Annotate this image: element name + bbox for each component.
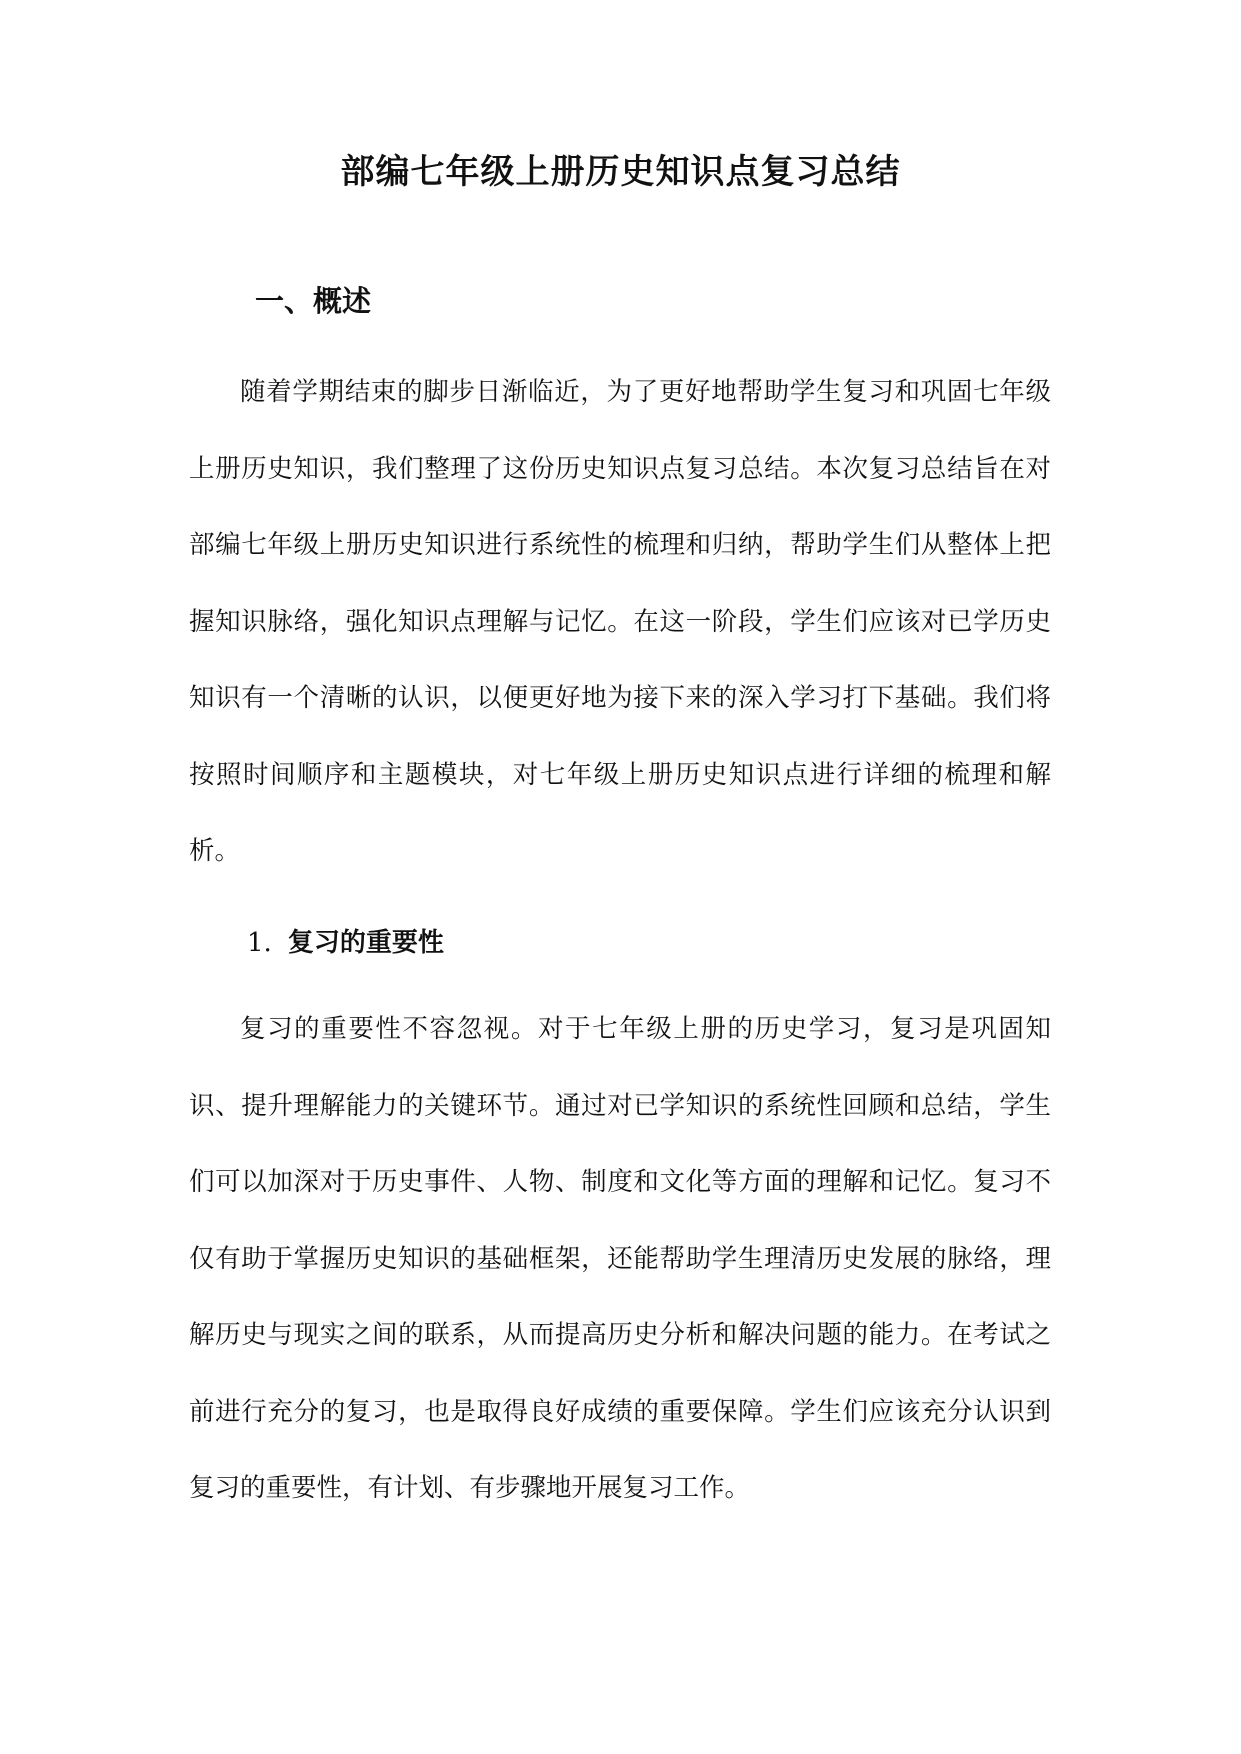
document-title: 部编七年级上册历史知识点复习总结 xyxy=(340,152,901,192)
subsection-number: 1. xyxy=(247,928,272,958)
overview-paragraph: 随着学期结束的脚步日渐临近，为了更好地帮助学生复习和巩固七年级上册历史知识，我们整理了这份历史知识点复习总结。本次复习总结旨在对部编七年级上册历史知识进行系统性的梳理和归纳，帮助学生们从整体上把握知识脉络，强化知识点理解与记忆。在这一阶段，学生们应该对已学历史知识有一个清晰的认识，以便更好地为接下来的深入学习打下基础。我们将按照时间顺序和主题模块，对七年级上册历史知识点进行详细的梳理和解析。 xyxy=(189,377,1051,866)
subsection-heading-importance xyxy=(247,924,444,962)
subsection-heading-text: 复习的重要性 xyxy=(287,928,444,958)
section-heading-overview: 一、概述 xyxy=(255,284,372,318)
importance-paragraph: 复习的重要性不容忽视。对于七年级上册的历史学习，复习是巩固知识、提升理解能力的关键环节。通过对已学知识的系统性回顾和总结，学生们可以加深对于历史事件、人物、制度和文化等方面的理解和记忆。复习不仅有助于掌握历史知识的基础框架，还能帮助学生理清历史发展的脉络，理解历史与现实之间的联系，从而提高历史分析和解决问题的能力。在考试之前进行充分的复习，也是取得良好成绩的重要保障。学生们应该充分认识到复习的重要性，有计划、有步骤地开展复习工作。 xyxy=(189,1014,1051,1503)
